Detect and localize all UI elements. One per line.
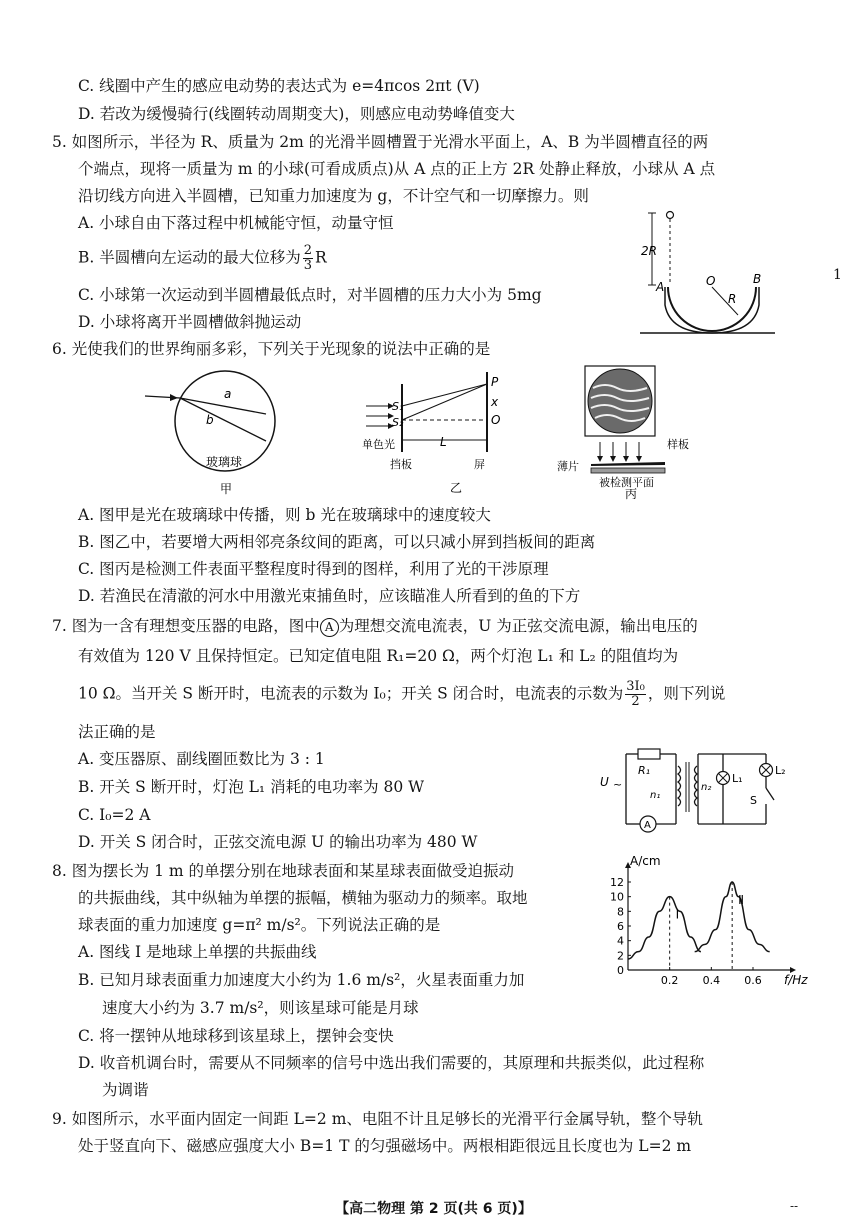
y-tick-label: 6: [617, 920, 624, 933]
height-label: 2R: [641, 244, 657, 258]
q6-figure-jia: [140, 366, 270, 498]
q7-stem-line4: 法正确的是: [78, 723, 156, 741]
l-label: L: [440, 435, 447, 449]
q6-figure-yi: [362, 364, 522, 500]
q5-halfpipe-figure: [640, 205, 780, 340]
halfpipe-inner: [668, 287, 756, 331]
margin-mark: 1: [833, 267, 842, 283]
q8-option-b-line2: 速度大小约为 3.7 m/s²，则该星球可能是月球: [102, 999, 419, 1017]
q4-option-d: D. 若改为缓慢骑行(线圈转动周期变大)，则感应电动势峰值变大: [78, 105, 515, 123]
q5-fraction-den: 3: [303, 258, 313, 273]
ammeter-symbol-icon: A: [320, 618, 339, 637]
n1-label: n₁: [650, 790, 661, 801]
q8-option-b-line1: B. 已知月球表面重力加速度大小约为 1.6 m/s²，火星表面重力加: [78, 971, 525, 989]
q5-option-d: D. 小球将离开半圆槽做斜抛运动: [78, 313, 302, 331]
primary-coil: [678, 766, 681, 806]
y-tick-label: 4: [617, 934, 624, 948]
q7-fraction-num: 3I₀: [626, 679, 645, 694]
resonance-curve: [695, 882, 770, 952]
x-tick-label: 0.4: [702, 974, 721, 987]
q7-option-b: B. 开关 S 断开时，灯泡 L₁ 消耗的电功率为 80 W: [78, 778, 425, 796]
down-arrow-icon-3: [623, 456, 629, 462]
ray-b-label: b: [206, 413, 214, 427]
o-label: O: [491, 413, 501, 427]
q8-option-d-line1: D. 收音机调台时，需要从不同频率的信号中选出我们需要的，其原理和共振类似，此过程称: [78, 1054, 705, 1072]
test-surface: [591, 468, 665, 473]
baffle-label: 挡板: [390, 458, 412, 471]
r1-label: R₁: [638, 764, 651, 777]
halfpipe-outer: [665, 287, 759, 333]
chart-layer: [610, 854, 808, 987]
q6-option-d: D. 若渔民在清澈的河水中用激光束捕鱼时，应该瞄准人所看到的鱼的下方: [78, 587, 581, 605]
q7-circuit-figure: [598, 746, 808, 841]
q6-option-a: A. 图甲是光在玻璃球中传播，则 b 光在玻璃球中的速度较大: [78, 506, 491, 524]
resistor-r1: [638, 749, 660, 759]
q7-fraction: [625, 680, 646, 709]
light-label: 单色光: [362, 438, 395, 451]
p-label: P: [491, 375, 499, 389]
secondary-coil: [695, 766, 698, 806]
q7-stem-text-3: 10 Ω。当开关 S 断开时，电流表的示数为 I₀；开关 S 闭合时，电流表的示数为: [78, 684, 624, 703]
down-arrow-icon-1: [597, 456, 603, 462]
q9-stem-line2: 处于竖直向下、磁感应强度大小 B=1 T 的匀强磁场中。两根相距很远且长度也为 L=2 m: [78, 1137, 692, 1155]
q5-option-b-unit: R: [315, 248, 327, 267]
y-axis-label: A/cm: [630, 854, 661, 868]
sample-label: 样板: [667, 438, 689, 451]
q5-option-b: [78, 244, 327, 273]
ray-s2-p: [402, 384, 487, 420]
y-tick-label: 2: [617, 949, 624, 963]
screen-label: 屏: [474, 458, 485, 471]
q8-stem-line2: 的共振曲线，其中纵轴为单摆的振幅，横轴为驱动力的频率。取地: [78, 889, 528, 907]
surface-label: 被检测平面: [599, 476, 654, 489]
q9-stem-line1: 9. 如图所示，水平面内固定一间距 L=2 m、电阻不计且足够长的光滑平行金属导轨，整个导轨: [52, 1110, 703, 1128]
ray-s1-p: [402, 384, 487, 406]
q7-option-d: D. 开关 S 闭合时，正弦交流电源 U 的输出功率为 480 W: [78, 833, 478, 851]
interference-pattern: [588, 369, 652, 433]
x-tick-label: 0.2: [660, 974, 679, 987]
l1-label: L₁: [732, 772, 743, 785]
q6-figure-bing: [555, 364, 705, 500]
s1-label: S₁: [392, 400, 404, 413]
s2-label: S₂: [392, 416, 404, 429]
sample-plate: [591, 462, 665, 466]
film-label: 薄片: [557, 460, 579, 473]
y-tick-label: 0: [617, 964, 624, 977]
q8-option-c: C. 将一摆钟从地球移到该星球上，摆钟会变快: [78, 1027, 394, 1045]
point-b-label: B: [753, 272, 762, 286]
q8-resonance-chart: [590, 854, 808, 993]
q7-option-c: C. I₀=2 A: [78, 806, 151, 824]
q5-option-b-text: B. 半圆槽向左运动的最大位移为: [78, 248, 301, 267]
q7-stem-text-2: 为理想交流电流表，U 为正弦交流电源，输出电压的: [338, 617, 698, 635]
y-tick-label: 12: [610, 876, 624, 889]
x-tick-label: 0.6: [744, 974, 762, 987]
source-u-label: U: [600, 775, 609, 789]
q5-fraction-num: 2: [303, 243, 313, 258]
radius-label: R: [728, 292, 737, 306]
center-label: O: [706, 274, 716, 288]
q5-stem-line2: 个端点，现将一质量为 m 的小球(可看成质点)从 A 点的正上方 2R 处静止释放，小球从 A 点: [78, 160, 716, 178]
point-a-label: A: [656, 280, 665, 294]
switch-label: S: [750, 794, 757, 807]
q7-option-a: A. 变压器原、副线圈匝数比为 3 : 1: [78, 750, 325, 768]
q5-option-c: C. 小球第一次运动到半圆槽最低点时，对半圆槽的压力大小为 5mg: [78, 286, 542, 304]
q6-stem: 6. 光使我们的世界绚丽多彩，下列关于光现象的说法中正确的是: [52, 340, 491, 358]
y-tick-label: 8: [617, 905, 624, 919]
x-label: x: [491, 395, 499, 409]
series-label: Ⅰ: [675, 907, 680, 922]
down-arrow-icon-2: [610, 456, 616, 462]
q5-stem-line1: 5. 如图所示，半径为 R、质量为 2m 的光滑半圆槽置于光滑水平面上，A、B 为半圆槽直径的两: [52, 133, 709, 151]
y-tick-label: 10: [610, 890, 624, 904]
ball-icon: [667, 212, 674, 219]
q5-option-a: A. 小球自由下落过程中机械能守恒，动量守恒: [78, 214, 394, 232]
q6-option-c: C. 图丙是检测工件表面平整程度时得到的图样，利用了光的干涉原理: [78, 560, 549, 578]
q6-option-b: B. 图乙中，若要增大两相邻亮条纹间的距离，可以只减小屏到挡板间的距离: [78, 533, 596, 551]
q4-option-c: C. 线圈中产生的感应电动势的表达式为 e=4πcos 2πt (V): [78, 77, 480, 95]
q7-fraction-den: 2: [631, 694, 640, 709]
q5-option-b-fraction: [303, 244, 313, 273]
figure-jia-caption: 甲: [220, 482, 233, 496]
incident-arrow-icon: [170, 394, 178, 401]
ammeter-label: A: [644, 820, 651, 831]
q7-stem-line2: 有效值为 120 V 且保持恒定。已知定值电阻 R₁=20 Ω，两个灯泡 L₁ 和 L₂ 的阻值均为: [78, 647, 679, 665]
q8-stem-line3: 球表面的重力加速度 g=π² m/s²。下列说法正确的是: [78, 916, 441, 934]
page-footer: 【高二物理 第 2 页(共 6 页)】: [335, 1201, 532, 1217]
q8-option-a: A. 图线 Ⅰ 是地球上单摆的共振曲线: [78, 943, 317, 961]
q7-stem-line1: [52, 616, 698, 637]
series-label: Ⅱ: [738, 893, 745, 907]
q7-stem-text-1: 7. 图为一含有理想变压器的电路，图中: [52, 617, 320, 635]
glass-label: 玻璃球: [206, 455, 243, 469]
ray-b: [180, 398, 266, 441]
switch-s-icon: [766, 788, 774, 800]
down-arrow-icon-4: [636, 456, 642, 462]
ray-a: [180, 398, 266, 414]
x-axis-label: f/Hz: [784, 973, 808, 987]
q8-stem-line1: 8. 图为摆长为 1 m 的单摆分别在地球表面和某星球表面做受迫振动: [52, 862, 515, 880]
ray-a-label: a: [224, 387, 232, 401]
resonance-curve: [628, 897, 701, 959]
figure-bing-caption: 丙: [625, 487, 638, 501]
q7-stem-line3: [78, 680, 725, 709]
q7-stem-text-4: ，则下列说: [647, 684, 726, 703]
q8-option-d-line2: 为调谐: [102, 1081, 149, 1099]
q5-stem-line3: 沿切线方向进入半圆槽，已知重力加速度为 g，不计空气和一切摩擦力。则: [78, 187, 589, 205]
n2-label: n₂: [701, 782, 712, 793]
source-ac-icon: ~: [613, 778, 623, 791]
figure-yi-caption: 乙: [450, 481, 463, 495]
corner-mark: --: [790, 1199, 799, 1213]
l2-label: L₂: [775, 764, 786, 777]
